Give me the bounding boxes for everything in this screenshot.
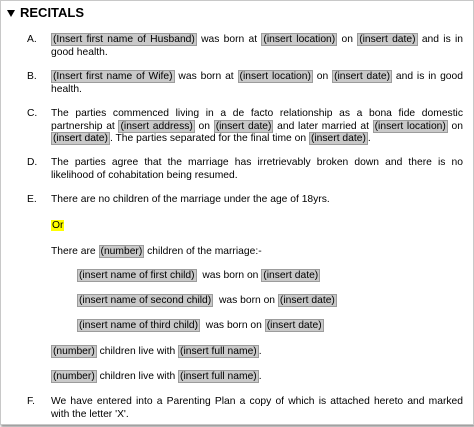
recital-text: There are no children of the marriage under the age of 18yrs. bbox=[51, 194, 330, 205]
recital-text: We have entered into a Parenting Plan a copy of which is attached hereto and marked with the letter 'X'. bbox=[51, 396, 463, 420]
recitals-heading bbox=[7, 7, 84, 20]
placeholder-field[interactable]: (insert date) bbox=[334, 71, 391, 82]
text-run: and is in good health. bbox=[51, 34, 463, 58]
text-run: was born on bbox=[213, 295, 278, 306]
placeholder-field[interactable]: (insert location) bbox=[374, 120, 446, 132]
recital-letter: A. bbox=[27, 34, 37, 45]
recital-letter: F. bbox=[27, 396, 36, 407]
text-run: . The parties separated for the final time on bbox=[109, 133, 309, 144]
placeholder-field[interactable]: (insert date) bbox=[359, 34, 416, 45]
placeholder-field[interactable]: (insert name of first child) bbox=[79, 270, 195, 281]
recital-text bbox=[51, 34, 463, 59]
recital-text bbox=[51, 71, 463, 96]
text-run: and is in good health. bbox=[51, 71, 463, 95]
placeholder-field[interactable]: (insert date) bbox=[53, 133, 108, 144]
or-line bbox=[51, 220, 64, 233]
text-run: and later married at bbox=[273, 120, 373, 132]
placeholder-field[interactable]: (insert date) bbox=[310, 133, 366, 144]
text-run: was born at bbox=[196, 34, 262, 45]
text-run: children of the marriage:- bbox=[144, 246, 262, 257]
text-run: on bbox=[447, 120, 463, 132]
children-live-line bbox=[51, 346, 262, 359]
recital-letter: C. bbox=[27, 108, 38, 119]
recital-letter: E. bbox=[27, 194, 37, 205]
text-run: children live with bbox=[96, 371, 179, 382]
placeholder-field[interactable]: (insert full name) bbox=[180, 371, 257, 382]
placeholder-field[interactable]: (number) bbox=[53, 371, 95, 382]
there-are-line bbox=[51, 246, 262, 259]
placeholder-field[interactable]: (number) bbox=[53, 346, 95, 357]
placeholder-field[interactable]: (insert date) bbox=[215, 120, 272, 132]
text-run: children live with bbox=[96, 346, 179, 357]
placeholder-field[interactable]: (insert date) bbox=[279, 295, 335, 306]
text-run: The parties commenced living in a de facto relationship as a bona fide domestic partnership at bbox=[51, 108, 463, 132]
recital-text bbox=[51, 108, 463, 146]
text-run: . bbox=[367, 133, 371, 144]
child-line bbox=[77, 295, 337, 308]
placeholder-field[interactable]: (insert date) bbox=[263, 270, 319, 281]
recital-letter: B. bbox=[27, 71, 37, 82]
collapse-triangle-icon[interactable] bbox=[7, 10, 15, 17]
text-run: on bbox=[194, 120, 214, 132]
children-live-line bbox=[51, 371, 262, 384]
placeholder-field[interactable]: (Insert first name of Wife) bbox=[53, 71, 173, 82]
placeholder-field[interactable]: (insert name of second child) bbox=[79, 295, 212, 306]
heading-text: RECITALS bbox=[20, 5, 85, 20]
child-line bbox=[77, 270, 320, 283]
placeholder-field[interactable]: (number) bbox=[100, 246, 143, 257]
placeholder-field[interactable]: (insert location) bbox=[239, 71, 311, 82]
placeholder-field[interactable]: (insert location) bbox=[263, 34, 336, 45]
placeholder-field[interactable]: (insert address) bbox=[120, 120, 193, 132]
placeholder-field[interactable]: (insert name of third child) bbox=[79, 320, 199, 331]
placeholder-field[interactable]: (insert date) bbox=[266, 320, 322, 331]
text-run: on bbox=[337, 34, 358, 45]
text-run: . bbox=[258, 346, 262, 357]
placeholder-field[interactable]: (Insert first name of Husband) bbox=[53, 34, 195, 45]
child-line bbox=[77, 320, 324, 333]
text-run: . bbox=[258, 371, 262, 382]
text-run: on bbox=[312, 71, 333, 82]
text-run: was born on bbox=[200, 320, 265, 331]
text-run: was born on bbox=[196, 270, 262, 281]
recital-text: The parties agree that the marriage has irretrievably broken down and there is no likelihood of cohabitation being resumed. bbox=[51, 157, 463, 181]
text-run: There are bbox=[51, 246, 99, 257]
recital-letter: D. bbox=[27, 157, 38, 168]
or-highlight: Or bbox=[52, 220, 64, 231]
placeholder-field[interactable]: (insert full name) bbox=[180, 346, 257, 357]
text-run: was born at bbox=[174, 71, 238, 82]
